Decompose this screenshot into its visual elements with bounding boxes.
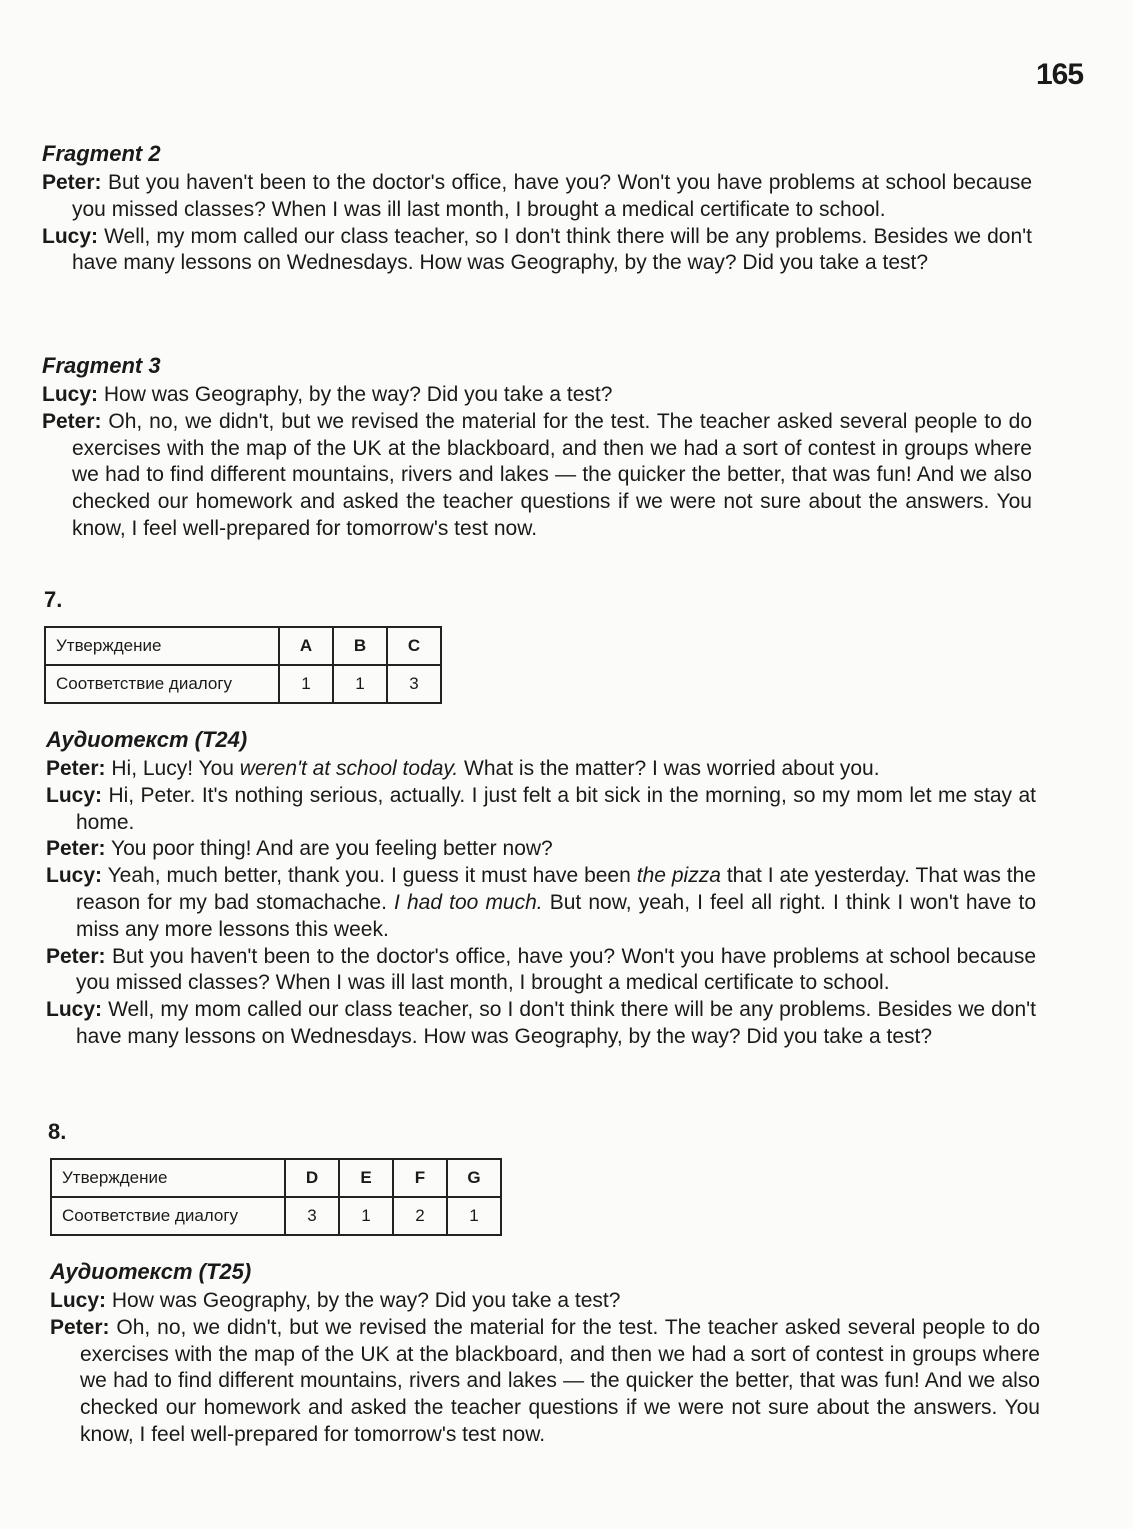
speaker-name: Lucy:	[42, 383, 99, 406]
task-7-answer-table	[44, 626, 442, 704]
speaker-name: Lucy:	[50, 1289, 107, 1312]
speaker-name: Lucy:	[46, 864, 103, 888]
table-header-cell: E	[339, 1159, 393, 1197]
dialogue-text: How was Geography, by the way? Did you take a test?	[103, 383, 613, 406]
dialogue-text: But now, yeah, I feel all right. I think I won't have to miss any more lessons this week.	[76, 890, 1036, 941]
table-row	[51, 1159, 501, 1197]
row-label: Утверждение	[51, 1159, 285, 1197]
table-header-cell: F	[393, 1159, 447, 1197]
fragment-3-heading: Fragment 3	[42, 353, 161, 378]
audiotext-t24-heading: Аудиотекст (T24)	[46, 727, 248, 752]
dialogue-text: What is the matter? I was worried about you.	[458, 757, 880, 780]
dialogue-line	[46, 997, 1036, 1051]
row-label: Соответствие диалогу	[45, 665, 279, 703]
table-header-cell: A	[279, 627, 333, 665]
dialogue-line	[46, 836, 1036, 863]
dialogue-text: Oh, no, we didn't, but we revised the material for the test. The teacher asked several people to do exercises with the map of the UK at the blackboard, and then we had a sort of contest in groups where we had to find different mountains, rivers and lakes — the quicker the better, that was fun! And we also checked our homework and asked the teacher questions if we were not sure about the answers. You know, I feel well-prepared for tomorrow's test now.	[80, 1315, 1040, 1446]
table-row	[45, 665, 441, 703]
table-cell: 1	[333, 665, 387, 703]
audiotext-t24-section	[46, 726, 1036, 1051]
dialogue-text: Hi, Peter. It's nothing serious, actually. I just felt a bit sick in the morning, so my mom let me stay at home.	[76, 783, 1036, 834]
dialogue-text: that I ate yesterday. That was the reason for my bad stomachache.	[76, 864, 1036, 914]
speaker-name: Peter:	[46, 837, 106, 861]
table-cell: 1	[447, 1197, 501, 1235]
table-row	[45, 627, 441, 665]
audiotext-t25-section	[50, 1258, 1040, 1449]
table-row	[51, 1197, 501, 1235]
task-8-number: 8.	[48, 1119, 67, 1144]
dialogue-line	[46, 756, 1036, 783]
task-8-answer-table	[50, 1158, 502, 1236]
table-cell: 2	[393, 1197, 447, 1235]
page-number: 165	[1036, 58, 1084, 91]
speaker-name: Peter:	[42, 171, 102, 194]
fragment-3-section	[42, 352, 1032, 543]
fragment-2-heading: Fragment 2	[42, 141, 161, 166]
italic-phrase: weren't at school today.	[239, 757, 459, 780]
table-cell: 3	[387, 665, 441, 703]
speaker-name: Peter:	[46, 757, 106, 780]
italic-phrase: I had too much.	[394, 890, 543, 914]
dialogue-text: But you haven't been to the doctor's office, have you? Won't you have problems at school because you missed classes? When I was ill last month, I brought a medical certificate to school.	[76, 944, 1036, 995]
dialogue-line	[42, 409, 1032, 543]
dialogue-text: Hi, Lucy! You	[111, 757, 240, 780]
dialogue-text: You poor thing! And are you feeling better now?	[111, 837, 553, 861]
table-cell: 1	[339, 1197, 393, 1235]
speaker-name: Peter:	[46, 944, 106, 968]
fragment-2-section	[42, 140, 1032, 277]
table-cell: 1	[279, 665, 333, 703]
dialogue-line	[50, 1315, 1040, 1449]
dialogue-line	[42, 224, 1032, 278]
dialogue-text: Yeah, much better, thank you. I guess it must have been	[107, 864, 637, 888]
table-cell: 3	[285, 1197, 339, 1235]
speaker-name: Lucy:	[46, 998, 103, 1022]
table-header-cell: G	[447, 1159, 501, 1197]
table-header-cell: C	[387, 627, 441, 665]
dialogue-text: Oh, no, we didn't, but we revised the material for the test. The teacher asked several people to do exercises with the map of the UK at the blackboard, and then we had a sort of contest in groups where we had to find different mountains, rivers and lakes — the quicker the better, that was fun! And we also checked our homework and asked the teacher questions if we were not sure about the answers. You know, I feel well-prepared for tomorrow's test now.	[72, 409, 1032, 540]
speaker-name: Lucy:	[46, 783, 103, 807]
italic-phrase: the pizza	[636, 864, 721, 888]
dialogue-text: How was Geography, by the way? Did you take a test?	[111, 1289, 621, 1312]
dialogue-line	[46, 944, 1036, 998]
dialogue-text: Well, my mom called our class teacher, so I don't think there will be any problems. Besides we don't have many lessons on Wednesdays. How was Geography, by the way? Did you take a test?	[72, 224, 1032, 275]
audiotext-t25-heading: Аудиотекст (T25)	[50, 1259, 252, 1284]
dialogue-line	[46, 783, 1036, 837]
speaker-name: Peter:	[50, 1315, 110, 1339]
speaker-name: Peter:	[42, 409, 102, 433]
dialogue-text: Well, my mom called our class teacher, so I don't think there will be any problems. Besides we don't have many lessons on Wednesdays. How was Geography, by the way? Did you take a test?	[76, 998, 1036, 1048]
dialogue-line	[46, 863, 1036, 943]
dialogue-line	[50, 1288, 1040, 1315]
dialogue-text: But you haven't been to the doctor's office, have you? Won't you have problems at school because you missed classes? When I was ill last month, I brought a medical certificate to school.	[72, 171, 1032, 221]
table-header-cell: B	[333, 627, 387, 665]
row-label: Утверждение	[45, 627, 279, 665]
table-header-cell: D	[285, 1159, 339, 1197]
row-label: Соответствие диалогу	[51, 1197, 285, 1235]
dialogue-line	[42, 170, 1032, 224]
speaker-name: Lucy:	[42, 224, 99, 248]
task-7-number: 7.	[44, 587, 63, 612]
dialogue-line	[42, 382, 1032, 409]
